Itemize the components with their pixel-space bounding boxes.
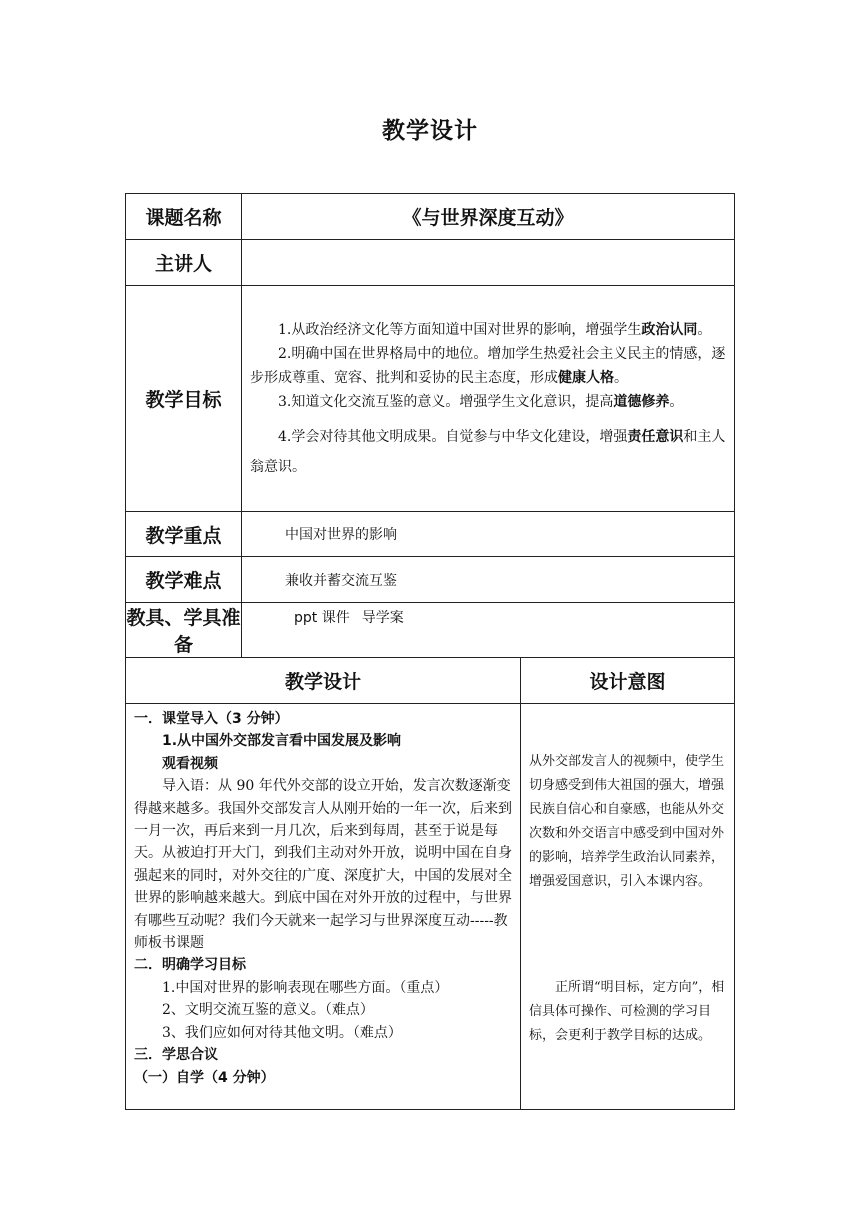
section-3-subtitle: （一）自学（4 分钟）	[134, 1069, 275, 1086]
design-content	[126, 704, 521, 1110]
difficulty-value: 兼收并蓄交流互鉴	[242, 557, 735, 603]
row-key-point	[126, 512, 735, 557]
section-2-item: 2、文明交流互鉴的意义。（难点）	[162, 1002, 374, 1019]
row-course-name	[126, 194, 735, 240]
section-1-subtitle: 1.从中国外交部发言看中国发展及影响	[162, 733, 402, 750]
difficulty-label: 教学难点	[126, 557, 242, 603]
goals-content	[242, 286, 735, 512]
section-2-item: 1.中国对世界的影响表现在哪些方面。（重点）	[162, 979, 449, 996]
goal-item: 4.学会对待其他文明成果。自觉参与中华文化建设，增强责任意识和主人翁意识。	[250, 428, 726, 475]
intent-header: 设计意图	[521, 658, 735, 704]
goals-label: 教学目标	[126, 286, 242, 512]
key-point-label: 教学重点	[126, 512, 242, 557]
course-name-value: 《与世界深度互动》	[242, 194, 735, 240]
row-goals	[126, 286, 735, 512]
design-header: 教学设计	[126, 658, 521, 704]
section-1-title: 一．课堂导入（3 分钟）	[134, 711, 289, 727]
row-design-body	[126, 704, 735, 1110]
page-title: 教学设计	[382, 118, 478, 144]
intent-content	[521, 704, 735, 1110]
goal-item: 3.知道文化交流互鉴的意义。增强学生文化意识，提高道德修养。	[278, 393, 684, 410]
row-tools	[126, 603, 735, 658]
section-3-title: 三．学思合议	[134, 1047, 218, 1064]
intent-text-1: 从外交部发言人的视频中，使学生切身感受到伟大祖国的强大，增强民族自信心和自豪感，也能从外交次数和外交语言中感受到中国对外的影响，培养学生政治认同素养，增强爱国意识，引入本课内容。	[529, 754, 725, 889]
lesson-plan-table	[125, 193, 735, 1110]
row-design-header	[126, 658, 735, 704]
row-difficulty	[126, 557, 735, 603]
section-2-title: 二．明确学习目标	[134, 957, 246, 974]
goal-item: 1.从政治经济文化等方面知道中国对世界的影响，增强学生政治认同。	[278, 321, 712, 338]
section-1-text: 导入语：从 90 年代外交部的设立开始，发言次数逐渐变得越来越多。我国外交部发言人从刚开始的一年一次，后来到一月一次，再后来到一月几次，后来到每周，甚至于说是每天。从被迫打开大门，到我们主动对外开放，说明中国在自身强起来的同时，对外交往的广度、深度扩大，中国的发展对全世界的影响越来越大。到底中国在对外开放的过程中，与世界有哪些互动呢？我们今天就来一起学习与世界深度互动-----教师板书课题	[134, 778, 512, 952]
section-2-item: 3、我们应如何对待其他文明。（难点）	[162, 1024, 402, 1041]
key-point-value: 中国对世界的影响	[242, 512, 735, 557]
tools-label: 教具、学具准备	[126, 603, 242, 658]
section-1-video: 观看视频	[162, 755, 218, 772]
row-lecturer	[126, 240, 735, 286]
lecturer-value	[242, 240, 735, 286]
tools-value: ppt 课件 导学案	[242, 603, 735, 658]
goal-item: 2.明确中国在世界格局中的地位。增加学生热爱社会主义民主的情感，逐步形成尊重、宽容、批判和妥协的民主态度，形成健康人格。	[250, 345, 726, 386]
lecturer-label: 主讲人	[126, 240, 242, 286]
intent-text-2: 正所谓“明目标，定方向”，相信具体可操作、可检测的学习目标，会更利于教学目标的达成。	[529, 980, 725, 1043]
course-name-label: 课题名称	[126, 194, 242, 240]
